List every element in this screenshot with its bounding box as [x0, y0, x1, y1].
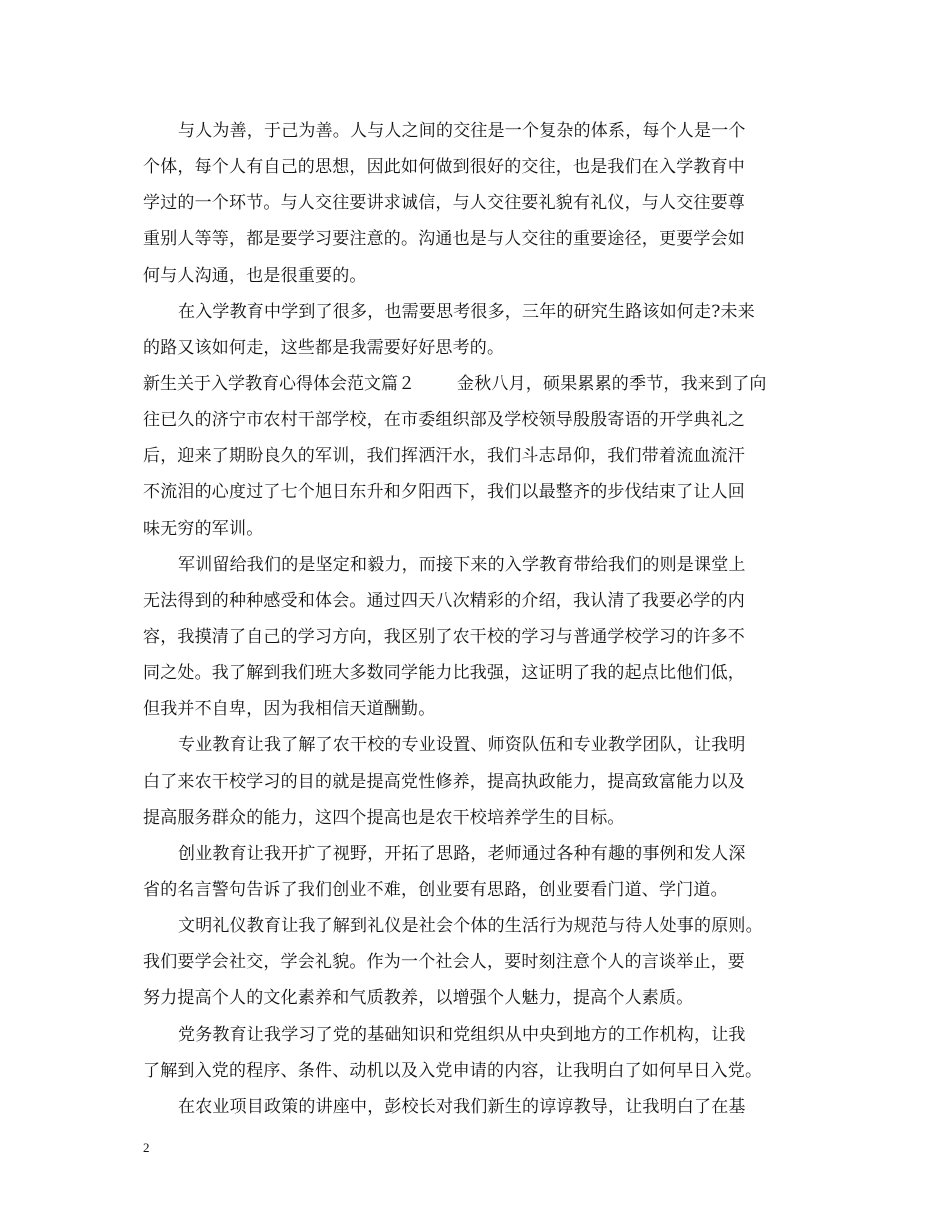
text-line: 创业教育让我开扩了视野，开拓了思路，老师通过各种有趣的事例和发人深	[178, 843, 746, 864]
text-line: 同之处。我了解到我们班大多数同学能力比我强，这证明了我的起点比他们低，	[143, 663, 745, 684]
text-line: 白了来农干校学习的目的就是提高党性修养，提高执政能力，提高致富能力以及	[143, 771, 745, 792]
text-line: 与人为善，于己为善。人与人之间的交往是一个复杂的体系，每个人是一个	[178, 121, 746, 141]
text-line: 党务教育让我学习了党的基础知识和党组织从中央到地方的工作机构，让我	[178, 1024, 746, 1045]
text-line: 容，我摸清了自己的学习方向，我区别了农干校的学习与普通学校学习的许多不	[143, 626, 745, 647]
text-line: 努力提高个人的文化素养和气质教养，以增强个人魅力，提高个人素质。	[143, 988, 694, 1009]
title-text-line	[143, 366, 823, 402]
text-line-continuation: 金秋八月，硕果累累的季节，我来到了向	[457, 373, 767, 394]
document-body	[143, 113, 823, 1125]
text-line: 往已久的济宁市农村干部学校，在市委组织部及学校领导殷殷寄语的开学典礼之	[143, 410, 745, 431]
text-line: 提高服务群众的能力，这四个提高也是农干校培养学生的目标。	[143, 807, 625, 828]
text-line: 的路又该如何走，这些都是我需要好好思考的。	[143, 337, 505, 358]
page-number: 2	[143, 1140, 150, 1155]
text-line: 个体，每个人有自己的思想，因此如何做到很好的交往，也是我们在入学教育中	[143, 157, 745, 178]
text-line: 不流泪的心度过了七个旭日东升和夕阳西下，我们以最整齐的步伐结束了让人回	[143, 482, 745, 503]
text-line: 我们要学会社交，学会礼貌。作为一个社会人，要时刻注意个人的言谈举止，要	[143, 952, 745, 973]
text-line: 在入学教育中学到了很多，也需要思考很多，三年的研究生路该如何走?未来	[178, 301, 755, 322]
text-line: 味无穷的军训。	[143, 518, 264, 539]
text-line: 在农业项目政策的讲座中，彭校长对我们新生的谆谆教导，让我明白了在基	[178, 1096, 746, 1117]
text-line: 无法得到的种种感受和体会。通过四天八次精彩的介绍，我认清了我要必学的内	[143, 590, 745, 611]
text-line: 重别人等等，都是要学习要注意的。沟通也是与人交往的重要途径，更要学会如	[143, 229, 745, 250]
text-line: 了解到入党的程序、条件、动机以及入党申请的内容，让我明白了如何早日入党。	[143, 1060, 763, 1081]
text-line: 何与人沟通，也是很重要的。	[143, 265, 367, 286]
text-line: 军训留给我们的是坚定和毅力，而接下来的入学教育带给我们的则是课堂上	[178, 554, 746, 575]
text-line: 但我并不自卑，因为我相信天道酬勤。	[143, 699, 436, 720]
text-line: 学过的一个环节。与人交往要讲求诚信，与人交往要礼貌有礼仪，与人交往要尊	[143, 193, 745, 214]
text-line: 省的名言警句告诉了我们创业不难，创业要有思路，创业要看门道、学门道。	[143, 879, 728, 900]
text-line: 专业教育让我了解了农干校的专业设置、师资队伍和专业教学团队，让我明	[178, 735, 746, 756]
text-line: 文明礼仪教育让我了解到礼仪是社会个体的生活行为规范与待人处事的原则。	[178, 916, 763, 937]
text-line: 后，迎来了期盼良久的军训，我们挥洒汗水，我们斗志昂仰，我们带着流血流汗	[143, 446, 745, 467]
inline-section-title: 新生关于入学教育心得体会范文篇２	[143, 373, 415, 394]
